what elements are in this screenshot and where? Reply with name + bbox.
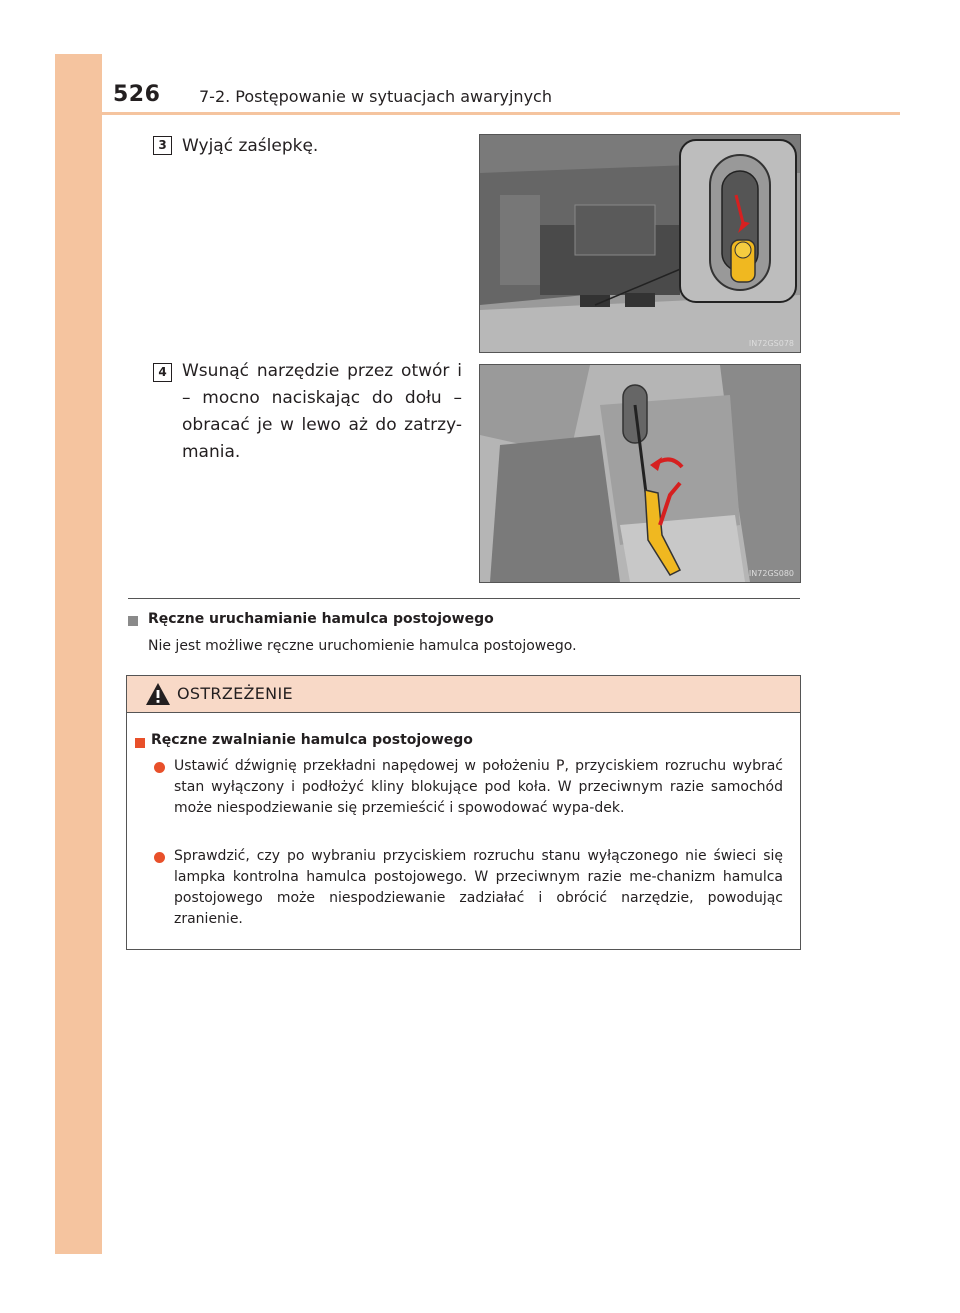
step-3-text: Wyjąć zaślepkę. bbox=[182, 136, 319, 156]
step-4-badge: 4 bbox=[153, 363, 172, 382]
warning-box bbox=[126, 675, 801, 950]
step-4-illustration bbox=[479, 364, 801, 583]
step-3-image-code: IN72GS078 bbox=[748, 339, 794, 348]
warning-item-1: Ustawić dźwignię przekładni napędowej w położeniu P, przyciskiem rozruchu wybrać stan wyłączony i podłożyć kliny blokujące pod koła. W przeciwnym razie samochód może niespodziewanie się przemieścić i spowodować wypa-dek. bbox=[174, 758, 783, 816]
note-heading: Ręczne uruchamianie hamulca postojowego bbox=[148, 611, 494, 627]
section-divider bbox=[128, 598, 800, 599]
warning-bullet-dot bbox=[154, 852, 165, 863]
warning-bullet-dot bbox=[154, 762, 165, 773]
warning-subheading: Ręczne zwalnianie hamulca postojowego bbox=[151, 732, 473, 748]
warning-bullet-square bbox=[135, 738, 145, 748]
warning-title: OSTRZEŻENIE bbox=[177, 684, 293, 703]
step-3-badge: 3 bbox=[153, 136, 172, 155]
header-rule bbox=[102, 112, 900, 115]
page-number: 526 bbox=[113, 82, 161, 107]
section-title: 7-2. Postępowanie w sytuacjach awaryjnych bbox=[199, 87, 552, 106]
chapter-side-tab bbox=[55, 54, 102, 1254]
warning-item-2: Sprawdzić, czy po wybraniu przyciskiem rozruchu stanu wyłączonego nie świeci się lampka kontrolna hamulca postojowego. W przeciwnym razie me-chanizm hamulca postojowego może niespodziewanie zadziałać i obrócić narzędzie, powodując zranienie. bbox=[174, 848, 783, 927]
warning-triangle-icon bbox=[145, 682, 171, 706]
step-3-illustration bbox=[479, 134, 801, 353]
note-body: Nie jest możliwe ręczne uruchomienie hamulca postojowego. bbox=[148, 638, 577, 654]
step-4-image-code: IN72GS080 bbox=[748, 569, 794, 578]
warning-header bbox=[127, 676, 800, 713]
note-bullet-square bbox=[128, 616, 138, 626]
step-4-text: Wsunąć narzędzie przez otwór i – mocno naciskając do dołu – obracać je w lewo aż do zatrzy-mania. bbox=[182, 361, 462, 462]
